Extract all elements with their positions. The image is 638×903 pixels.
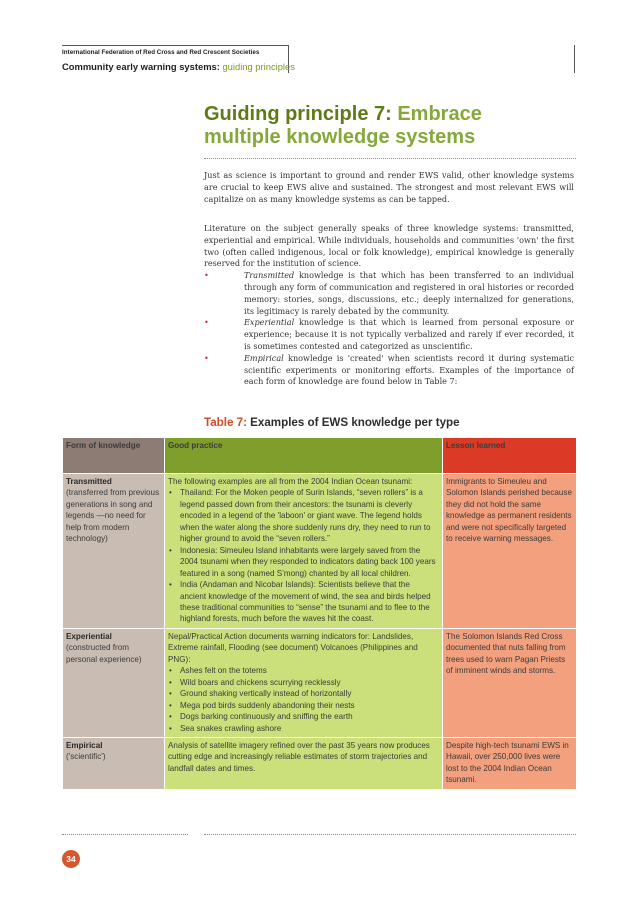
- bullet-experiential: [204, 317, 574, 352]
- table-header-row: [63, 438, 577, 474]
- bullet-text: knowledge is that which has been transferred to an individual through any form of communication and registered in oral histories or recorded memory: stories, songs, discussions, etc.; deeply internalized for generations, its legitimacy is rarely debated by the community.: [244, 270, 574, 316]
- form-cell: [63, 737, 165, 789]
- page-number-badge: 34: [62, 850, 80, 868]
- bullet-term: Experiential: [244, 317, 295, 328]
- bullet-text: knowledge is that which is learned from personal exposure or experience; because it is not typically verbalized and rarely if ever recorded, it is sometimes contested and categorized as unscientific.: [244, 317, 574, 351]
- practice-item-text: Ashes felt on the totems: [180, 666, 267, 676]
- practice-item: [168, 711, 438, 722]
- form-cell: [63, 628, 165, 737]
- form-name: Experiential: [66, 631, 112, 641]
- bullet-marker: •: [169, 689, 172, 699]
- section-title-highlight-2: multiple knowledge systems: [204, 126, 476, 148]
- bullet-marker: •: [169, 488, 172, 498]
- practice-cell: [165, 628, 443, 737]
- practice-item-text: Sea snakes crawling ashore: [180, 723, 282, 733]
- practice-item: [168, 677, 438, 688]
- bullet-text: knowledge is 'created' when scientists record it during systematic scientific experiments or monitoring efforts. Examples of the importance of each form of knowledge are found below in Table 7:: [244, 352, 574, 387]
- practice-item: [168, 723, 438, 734]
- intro-paragraph-2-block: [204, 223, 574, 388]
- header-rule: [62, 45, 288, 46]
- bullet-transmitted: [204, 270, 574, 317]
- bullet-marker: •: [169, 545, 172, 555]
- lesson-cell: The Solomon Islands Red Cross documented that nuts falling from trees used to warn Pagan Priests of imminent winds and storms.: [443, 628, 577, 737]
- section-title-highlight-1: Embrace: [397, 103, 482, 125]
- practice-item: [168, 665, 438, 676]
- practice-item: [168, 579, 438, 625]
- bullet-marker: •: [204, 317, 209, 328]
- footer-dotted-rule-right: [204, 834, 576, 835]
- footer-dotted-rule-left: [62, 834, 188, 835]
- bullet-marker: •: [169, 666, 172, 676]
- practice-item-text: Mega pod birds suddenly abandoning their nests: [180, 700, 355, 710]
- bullet-marker: •: [169, 677, 172, 687]
- bullet-marker: •: [204, 270, 209, 281]
- practice-item-text: Ground shaking vertically instead of horizontally: [180, 689, 352, 699]
- header-title-main: Community early warning systems:: [62, 61, 223, 72]
- practice-intro: The following examples are all from the 2004 Indian Ocean tsunami:: [168, 477, 413, 486]
- practice-intro: Analysis of satellite imagery refined over the past 35 years now produces cutting edge and increasingly reliable estimates of storm trajectories and landfall dates and times.: [168, 740, 430, 773]
- form-description: ('scientific'): [66, 752, 106, 762]
- table-row-transmitted: [63, 474, 577, 629]
- header-title: [62, 61, 295, 72]
- section-title-main: Guiding principle 7:: [204, 103, 398, 125]
- form-name: Empirical: [66, 740, 103, 750]
- form-cell: [63, 474, 165, 629]
- practice-item-text: Indonesia: Simeuleu Island inhabitants were largely saved from the 2004 tsunami when they responded to indicators dating back 100 years featured in a song (named S’mong) chanted by all local children.: [180, 545, 436, 578]
- practice-item-text: India (Andaman and Nicobar Islands): Scientists believe that the ancient knowledge of the movement of wind, the sea and birds helped these traditional communities to “sense” the tsunami and to flee to the highland forests, much before the waves hit the coast.: [180, 580, 431, 624]
- table-row-experiential: [63, 628, 577, 737]
- table-caption: [204, 416, 460, 429]
- lesson-cell: Immigrants to Simeuleu and Solomon Islands perished because they did not hold the same knowledge as permanent residents and were not specifically targeted to receive warning messages.: [443, 474, 577, 629]
- section-title: [204, 103, 584, 149]
- knowledge-table: [62, 437, 577, 790]
- practice-item-text: Wild boars and chickens scurrying recklessly: [180, 677, 341, 687]
- table-caption-number: Table 7:: [204, 416, 247, 429]
- practice-cell: [165, 737, 443, 789]
- practice-item-text: Thailand: For the Moken people of Surin Islands, “seven rollers” is a legend passed down from their ancestors: the tsunami is cleverly encoded in a legend of the 'laboon' or giant wave. The legend holds when the water along the shore suddenly runs dry, they need to run to higher ground to avoid the “seven rollers.”: [180, 488, 431, 544]
- header-lesson-learned: Lesson learned: [443, 438, 577, 474]
- practice-intro: Nepal/Practical Action documents warning indicators for: Landslides, Extreme rainfall, Flooding (see document) Volcanoes (Philippines and PNG):: [168, 631, 418, 664]
- form-description: (constructed from personal experience): [66, 643, 142, 664]
- bullet-marker: •: [169, 723, 172, 733]
- intro-paragraph-2: Literature on the subject generally speaks of three knowledge systems: transmitted, experiential and empirical. While individuals, households and communities 'own' the first two (often called indigenous, local or folk knowledge), empirical knowledge is generally reserved for the institution of science.: [204, 223, 574, 269]
- title-dotted-rule: [204, 158, 576, 159]
- bullet-marker: •: [169, 580, 172, 590]
- form-description: (transferred from previous generations in song and legends —no need for help from modern technology): [66, 488, 160, 544]
- bullet-marker: •: [169, 700, 172, 710]
- lesson-cell: Despite high-tech tsunami EWS in Hawaii, over 250,000 lives were lost to the 2004 Indian Ocean tsunami.: [443, 737, 577, 789]
- practice-item: [168, 545, 438, 579]
- bullet-term: Transmitted: [244, 270, 295, 281]
- table-caption-text: Examples of EWS knowledge per type: [246, 416, 460, 429]
- intro-paragraph-1: Just as science is important to ground and render EWS valid, other knowledge systems are crucial to keep EWS alive and sustained. The strongest and most relevant EWS will capitalize on as many knowledge systems as can be tapped.: [204, 170, 574, 204]
- bullet-marker: •: [204, 352, 209, 363]
- practice-item: [168, 688, 438, 699]
- header-title-highlight: guiding principles: [222, 61, 295, 72]
- practice-item: [168, 487, 438, 544]
- header-organization: International Federation of Red Cross and Red Crescent Societies: [62, 49, 260, 56]
- practice-item: [168, 700, 438, 711]
- practice-item-text: Dogs barking continuously and sniffing the earth: [180, 712, 353, 722]
- bullet-marker: •: [169, 712, 172, 722]
- bullet-term: Empirical: [244, 352, 284, 363]
- table-row-empirical: [63, 737, 577, 789]
- header-good-practice: Good practice: [165, 438, 443, 474]
- header-form-of-knowledge: Form of knowledge: [63, 438, 165, 474]
- header-divider-right: [574, 45, 575, 73]
- bullet-empirical: [204, 353, 574, 388]
- practice-cell: [165, 474, 443, 629]
- form-name: Transmitted: [66, 477, 112, 486]
